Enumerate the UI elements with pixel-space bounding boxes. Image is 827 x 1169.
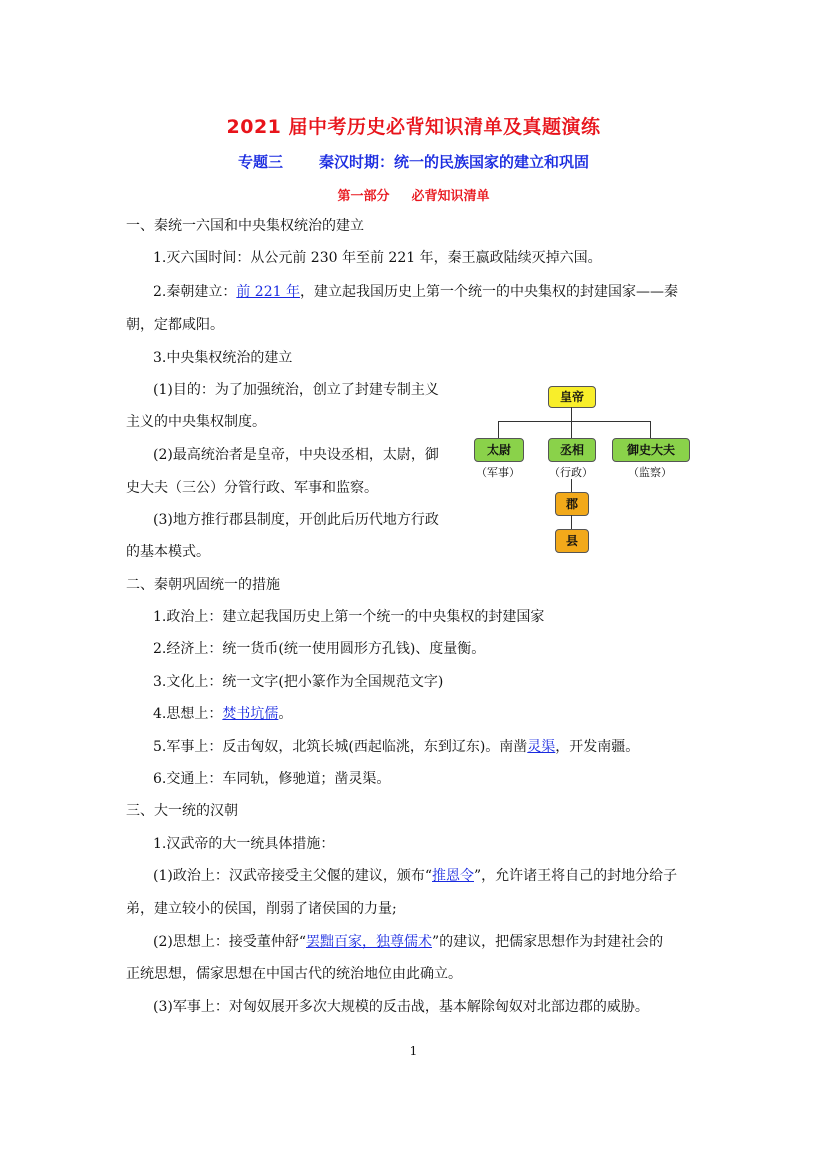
text: (1)政治上：汉武帝接受主父偃的建议，颁布“ — [153, 868, 432, 884]
text: ，建立起我国历史上第一个统一的中央集权的封建国家——秦 — [299, 284, 678, 300]
section1-line5-cont: 史大夫（三公）分管行政、军事和监察。 — [126, 480, 378, 496]
connector-line — [571, 515, 572, 529]
section1-line1: 1.灭六国时间：从公元前 230 年至前 221 年，秦王嬴政陆续灭掉六国。 — [153, 250, 602, 266]
taiwei-role: （军事） — [476, 466, 520, 479]
section1-line4-cont: 主义的中央集权制度。 — [126, 414, 266, 430]
section1-line4: (1)目的：为了加强统治，创立了封建专制主义 — [153, 382, 439, 398]
text: ”，允许诸王将自己的封地分给子 — [474, 868, 678, 884]
section3-line3 — [153, 933, 663, 951]
section2-line4 — [153, 705, 292, 723]
section2-line3: 3.文化上：统一文字(把小篆作为全国规范文字) — [153, 674, 444, 690]
yushi-role: （监察） — [628, 466, 672, 479]
topic-subtitle — [0, 151, 827, 172]
connector-line — [498, 421, 499, 438]
taiwei-box: 太尉 — [474, 438, 524, 462]
section3-line2-cont: 弟，建立较小的侯国，削弱了诸侯国的力量; — [126, 901, 397, 917]
xian-box: 县 — [555, 529, 589, 553]
section3-line1: 1.汉武帝的大一统具体措施： — [153, 836, 335, 852]
text: 2.秦朝建立： — [153, 284, 237, 300]
link-tuienling[interactable]: 推恩令 — [432, 868, 474, 884]
section1-line5: (2)最高统治者是皇帝，中央设丞相，太尉，御 — [153, 447, 439, 463]
section2-line2: 2.经济上：统一货币(统一使用圆形方孔钱)、度量衡。 — [153, 641, 486, 657]
text: 。 — [278, 706, 293, 722]
section1-line2 — [153, 283, 678, 301]
jun-box: 郡 — [555, 492, 589, 516]
section1-line3: 3.中央集权统治的建立 — [153, 350, 293, 366]
topic-number: 专题三 — [237, 153, 283, 171]
chengxiang-box: 丞相 — [548, 438, 596, 462]
link-lingqu[interactable]: 灵渠 — [527, 739, 556, 755]
link-burning-books[interactable]: 焚书坑儒 — [222, 706, 279, 722]
connector-line — [571, 479, 572, 492]
connector-line — [571, 421, 572, 438]
connector-line — [571, 407, 572, 421]
section2-heading: 二、秦朝巩固统一的措施 — [126, 577, 280, 593]
part-label: 第一部分 — [337, 189, 390, 204]
text: 4.思想上： — [153, 706, 223, 722]
section3-line2 — [153, 867, 677, 885]
text: ，开发南疆。 — [555, 739, 640, 755]
emperor-box: 皇帝 — [548, 386, 596, 408]
section3-line3-cont: 正统思想，儒家思想在中国古代的统治地位由此确立。 — [126, 966, 462, 982]
connector-line — [650, 421, 651, 438]
section3-line4: (3)军事上：对匈奴展开多次大规模的反击战，基本解除匈奴对北部边郡的威胁。 — [153, 999, 649, 1015]
link-confucianism[interactable]: 罢黜百家，独尊儒术 — [306, 934, 432, 950]
section1-line6: (3)地方推行郡县制度，开创此后历代地方行政 — [153, 512, 439, 528]
text: ”的建议，把儒家思想作为封建社会的 — [432, 934, 664, 950]
chengxiang-role: （行政） — [549, 466, 593, 479]
text: (2)思想上：接受董仲舒“ — [153, 934, 306, 950]
section1-heading: 一、秦统一六国和中央集权统治的建立 — [126, 218, 364, 234]
section2-line1: 1.政治上：建立起我国历史上第一个统一的中央集权的封建国家 — [153, 609, 545, 625]
link-221bc[interactable]: 前 221 年 — [236, 284, 300, 300]
section1-line2-cont: 朝，定都咸阳。 — [126, 317, 224, 333]
section2-line5 — [153, 738, 639, 756]
section3-heading: 三、大一统的汉朝 — [126, 803, 238, 819]
connector-line — [498, 421, 650, 422]
page-number: 1 — [409, 1044, 418, 1058]
central-government-diagram — [470, 382, 700, 562]
text: 5.军事上：反击匈奴，北筑长城(西起临洮，东到辽东)。南凿 — [153, 739, 528, 755]
section2-line6: 6.交通上：车同轨，修驰道；凿灵渠。 — [153, 771, 391, 787]
yushi-box: 御史大夫 — [612, 438, 690, 462]
document-title: 2021 届中考历史必背知识清单及真题演练 — [226, 116, 601, 138]
part-heading — [0, 185, 827, 204]
topic-name: 秦汉时期：统一的民族国家的建立和巩固 — [319, 153, 590, 171]
part-name: 必背知识清单 — [411, 189, 490, 204]
section1-line6-cont: 的基本模式。 — [126, 544, 210, 560]
